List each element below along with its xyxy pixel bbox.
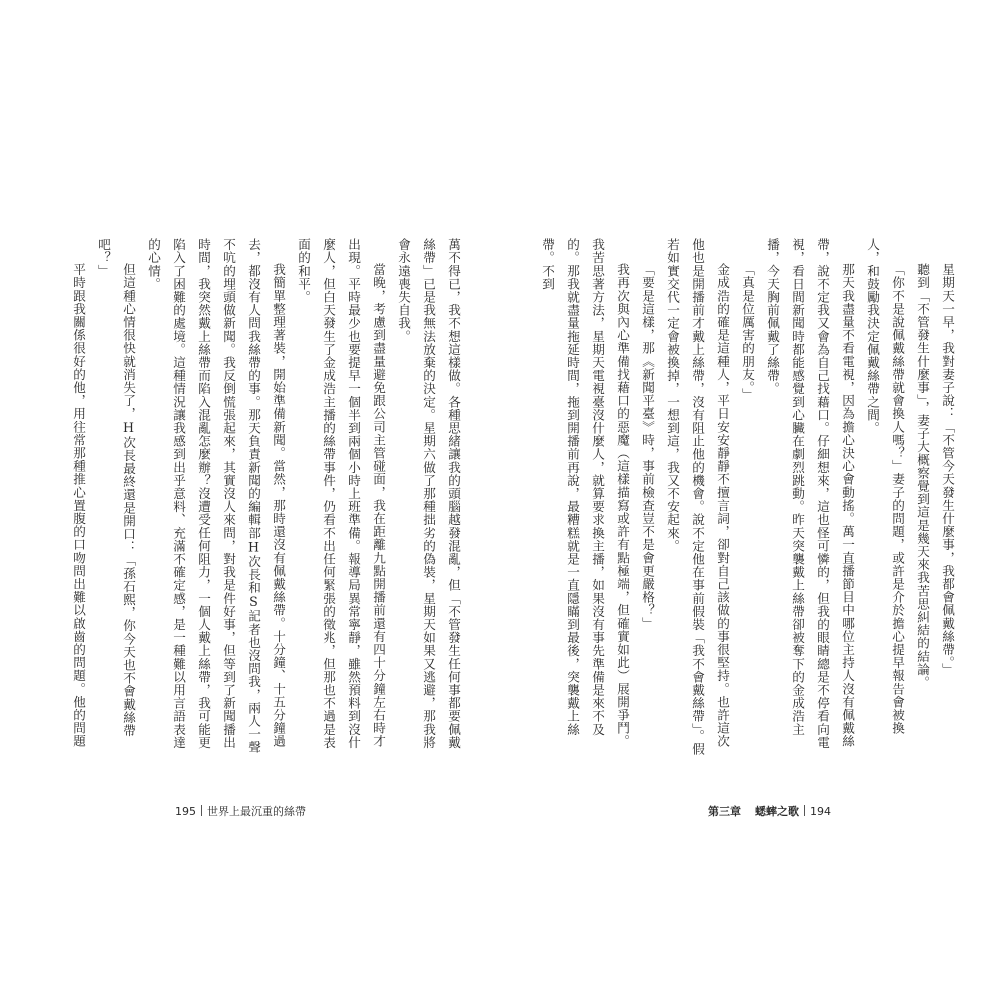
paragraph: 萬不得已，我不想這樣做。各種思緒讓我的頭腦越發混亂，但「不管發生任何事都要佩戴絲帶」已是我無法放棄的決定。星期六做了那種拙劣的偽裝，星期天如果又逃避，那我將會永遠喪失自我。 (396, 238, 461, 749)
paragraph: 金成浩的確是這種人，平日安安靜靜不擅言詞，卻對自己該做的事很堅持。也許這次他也是開播前才戴上絲帶，沒有阻止他的機會。說不定他在事前假裝「我不會戴絲帶」。假若如實交代一定會被換掉，一想到這，我又不安起來。 (665, 238, 730, 756)
book-title: 世界上最沉重的絲帶 (207, 805, 306, 818)
paragraph: 平時跟我關係很好的他，用往常那種推心置腹的口吻問出難以啟齒的問題。他的問題 (71, 263, 86, 748)
chapter-label: 第三章 (708, 805, 741, 818)
paragraph: 我再次與內心準備找藉口的惡魔（這樣描寫或許有點極端，但確實如此）展開爭鬥。我苦思著方法，星期天電視臺沒什麼人，就算要求換主播，如果沒有事先準備是來不及的。那我就盡量拖延時間，拖到開播前再說，最糟糕就是一直隱瞞到最後，突襲戴上絲帶。不到 (540, 238, 630, 748)
paragraph: 「要是這樣，那《新聞平臺》時，事前檢查豈不是會更嚴格？」 (640, 263, 655, 630)
paragraph: 星期天一早，我對妻子說：「不管今天發生什麼事，我都會佩戴絲帶。」 (940, 263, 955, 677)
paragraph: 「你不是說佩戴絲帶就會換人嗎？」妻子的問題，或許是介於擔心提早報告會被換人，和鼓勵我決定佩戴絲帶之間。 (865, 238, 905, 735)
paragraph: 但這種心情很快就消失了，H次長最終還是開口：「孫石熙，你今天也不會戴絲帶吧？」 (96, 238, 136, 738)
paragraph: 「真是位厲害的朋友。」 (740, 263, 755, 401)
left-page-body (66, 238, 466, 758)
paragraph: 我簡單整理著裝，開始準備新聞。當然，那時還沒有佩戴絲帶。十分鐘、十五分鐘過去，都沒有人問我絲帶的事。那天負責新聞的編輯部H次長和S記者也沒問我，兩人一聲不吭的埋頭做新聞。我反倒慌張起來，其實沒人來問，對我是件好事，但等到了新聞播出時間，我突然戴上絲帶而陷入混亂怎麼辦？沒遭受任何阻力，一個人戴上絲帶，我可能更陷入了困難的處境。這種情況讓我感到出乎意料、充滿不確定感，是一種難以用言語表達的心情。 (146, 238, 286, 754)
page-footer (175, 803, 306, 819)
right-page-body (535, 238, 960, 758)
paragraph: 當晚，考慮到盡量避免跟公司主管碰面，我在距離九點開播前還有四十分鐘左右時才出現。平時最少也要提早一個半到兩個小時上班準備。報導局異常寧靜，雖然預料到沒什麼人，但白天發生了金成浩主播的絲帶事件，仍看不出任何緊張的徵兆，但那也不過是表面的和平。 (296, 238, 386, 749)
chapter-title: 蟋蟀之歌 (755, 805, 799, 818)
folio-divider (201, 805, 202, 816)
page-footer (708, 803, 831, 819)
folio-divider (804, 805, 805, 816)
paragraph: 那天我盡量不看電視，因為擔心決心會動搖。萬一直播節目中哪位主持人沒有佩戴絲帶，說不定我又會為自己找藉口。仔細想來，這也怪可憐的，但我的眼睛總是不停看向電視，看日間新聞時都能感覺到心臟在劇烈跳動。昨天突襲戴上絲帶卻被奪下的金成浩主播，今天胸前佩戴了絲帶。 (765, 238, 855, 749)
page-number: 195 (175, 805, 196, 818)
page-number: 194 (810, 805, 831, 818)
right-page (500, 0, 1000, 1000)
paragraph: 聽到「不管發生什麼事」，妻子大概察覺到這是幾天來我苦思糾結的結論。 (915, 263, 930, 690)
